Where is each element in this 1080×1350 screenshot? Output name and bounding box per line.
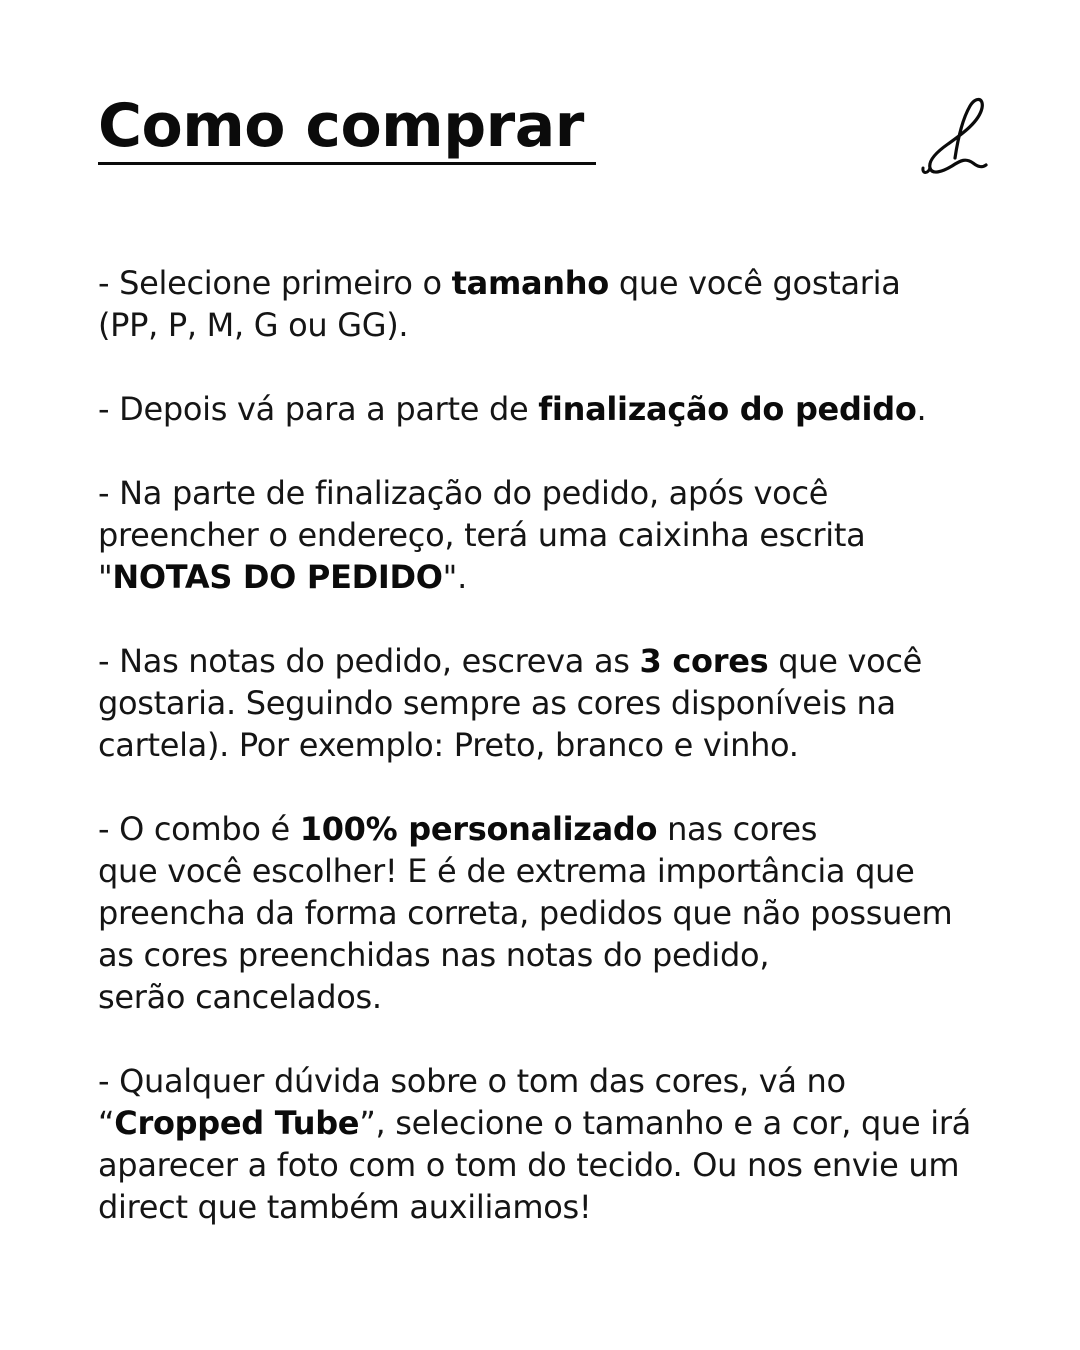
page-title: Como comprar [98,91,584,161]
instruction-text: direct que também auxiliamos! [98,1188,592,1226]
instruction-text: (PP, P, M, G ou GG). [98,306,409,344]
instruction-text: as cores preenchidas nas notas do pedido, [98,936,770,974]
instruction-text: serão cancelados. [98,978,382,1016]
instruction-text: que você gostaria [608,264,901,302]
instruction-size [98,262,998,346]
instruction-personalized [98,808,998,1018]
title-underline [98,162,596,165]
instruction-highlight: Cropped Tube [114,1104,360,1142]
instruction-text: aparecer a foto com o tom do tecido. Ou nos envie um [98,1146,960,1184]
instruction-text: - O combo é [98,810,300,848]
instruction-checkout [98,388,998,430]
instruction-text: cartela). Por exemplo: Preto, branco e vinho. [98,726,799,764]
instruction-text: " [98,558,113,596]
instruction-order-notes [98,472,998,598]
instruction-text: - Nas notas do pedido, escreva as [98,642,640,680]
instruction-text: que você escolher! E é de extrema importância que [98,852,915,890]
instruction-highlight: finalização do pedido [538,390,917,428]
instruction-text: preencha da forma correta, pedidos que não possuem [98,894,953,932]
instruction-highlight: tamanho [451,264,609,302]
instruction-text: que você [768,642,923,680]
instruction-text: gostaria. Seguindo sempre as cores disponíveis na [98,684,896,722]
instruction-highlight: 3 cores [639,642,769,680]
instruction-text: - Na parte de finalização do pedido, após você [98,474,829,512]
instruction-text: - Selecione primeiro o [98,264,452,302]
page-header [98,86,988,186]
instruction-text: nas cores [657,810,818,848]
script-L-logo-icon [918,88,988,178]
instruction-text: . [916,390,927,428]
instruction-highlight: 100% personalizado [299,810,658,848]
instruction-colors [98,640,998,766]
instruction-text: ”, selecione o tamanho e a cor, que irá [359,1104,971,1142]
instruction-highlight: NOTAS DO PEDIDO [112,558,443,596]
instruction-text: - Depois vá para a parte de [98,390,539,428]
instruction-text: ". [442,558,467,596]
instruction-text: - Qualquer dúvida sobre o tom das cores, vá no [98,1062,846,1100]
instruction-text: “ [98,1104,115,1142]
instruction-text: preencher o endereço, terá uma caixinha escrita [98,516,866,554]
instruction-color-tone [98,1060,998,1228]
instructions [98,262,998,1270]
